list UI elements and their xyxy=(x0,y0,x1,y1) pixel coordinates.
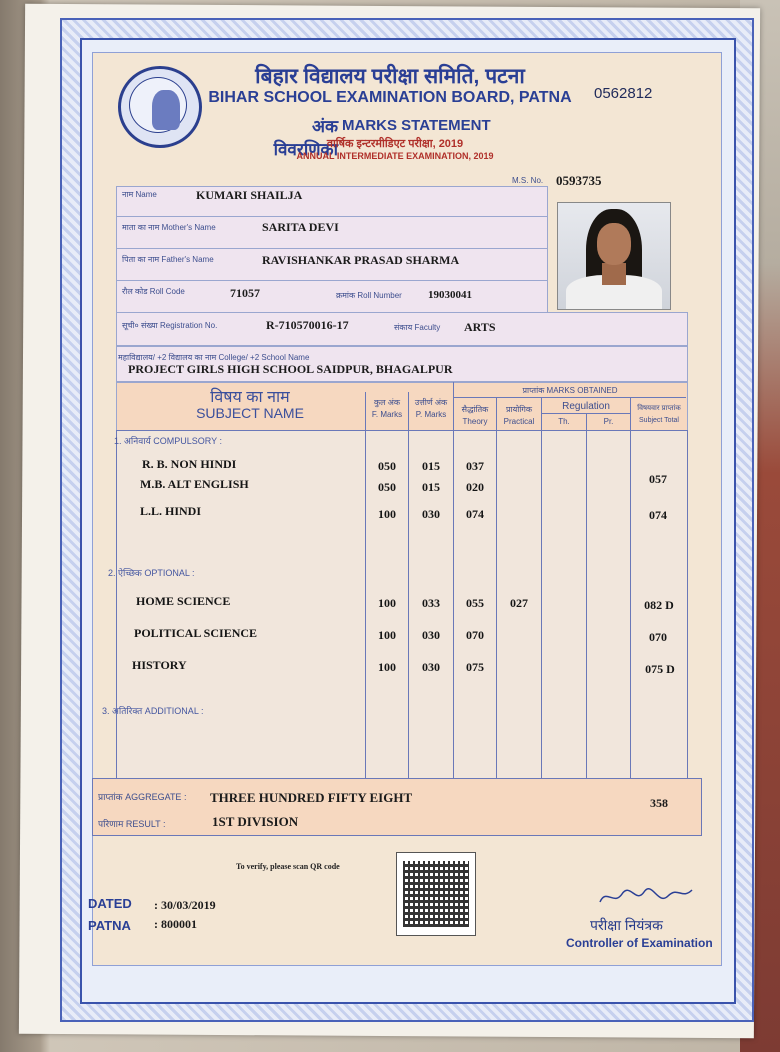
full-marks: 100 xyxy=(378,596,396,610)
full-marks: 100 xyxy=(378,507,396,521)
theory-marks: 020 xyxy=(466,480,484,494)
subject-total: 057 xyxy=(649,472,667,486)
ms-number: 0593735 xyxy=(556,173,602,188)
board-seal-logo xyxy=(118,66,202,148)
college-label: महाविद्यालय/ +2 विद्यालय का नाम College/ +2 School Name xyxy=(118,353,310,362)
optional-section-label: 2. ऐच्छिक OPTIONAL : xyxy=(108,568,195,578)
practical-marks: 027 xyxy=(510,596,528,610)
father-label: पिता का नाम Father's Name xyxy=(122,255,214,264)
full-marks: 100 xyxy=(378,660,396,674)
subject-header-english: SUBJECT NAME xyxy=(196,405,304,421)
fmarks-header-hindi: कुल अंक xyxy=(373,398,401,407)
father-name: RAVISHANKAR PRASAD SHARMA xyxy=(262,253,460,267)
board-name-hindi: बिहार विद्यालय परीक्षा समिति, पटना xyxy=(255,65,525,88)
marks-obtained-header: प्राप्तांक MARKS OBTAINED xyxy=(522,386,618,395)
regulation-header: Regulation xyxy=(562,401,610,412)
theory-marks: 070 xyxy=(466,628,484,642)
roll-code-label: रौल कोड Roll Code xyxy=(122,287,185,296)
theory-marks: 075 xyxy=(466,660,484,674)
regulation-th-header: Th. xyxy=(558,417,570,426)
exam-title-english: ANNUAL INTERMEDIATE EXAMINATION, 2019 xyxy=(296,151,494,161)
subject-total: 070 xyxy=(649,630,667,644)
theory-marks: 037 xyxy=(466,459,484,473)
aggregate-label: प्राप्तांक AGGREGATE : xyxy=(98,792,187,802)
issue-date: : 30/03/2019 xyxy=(154,898,216,912)
practical-header: Practical xyxy=(503,417,535,426)
student-photo xyxy=(557,202,671,310)
subject-header-hindi: विषय का नाम xyxy=(210,389,290,406)
theory-header: Theory xyxy=(462,417,488,426)
result-block xyxy=(92,778,702,836)
full-marks: 100 xyxy=(378,628,396,642)
statement-title-hindi: अंक विवरणिका xyxy=(273,117,338,159)
column-divider xyxy=(365,392,366,778)
fmarks-header: F. Marks xyxy=(371,410,403,419)
roll-number: 19030041 xyxy=(428,289,472,301)
pass-marks: 033 xyxy=(422,596,440,610)
mother-label: माता का नाम Mother's Name xyxy=(122,223,216,232)
patna-label: PATNA xyxy=(88,918,131,933)
exam-title-hindi: वार्षिक इन्टरमीडिएट परीक्षा, 2019 xyxy=(326,138,464,150)
subject-name: L.L. HINDI xyxy=(140,504,202,518)
statement-title-english: MARKS STATEMENT xyxy=(342,117,491,134)
controller-title-hindi: परीक्षा नियंत्रक xyxy=(590,917,663,933)
result-division: 1ST DIVISION xyxy=(212,814,299,829)
subject-total-header-hindi: विषयवार प्राप्तांक xyxy=(637,405,681,412)
column-divider xyxy=(496,398,497,778)
pass-marks: 030 xyxy=(422,660,440,674)
pass-marks: 030 xyxy=(422,507,440,521)
theory-marks: 074 xyxy=(466,507,484,521)
faculty-label: संकाय Faculty xyxy=(394,323,441,332)
column-divider xyxy=(630,398,631,778)
verify-note: To verify, please scan QR code xyxy=(236,862,340,871)
student-name: KUMARI SHAILJA xyxy=(196,188,303,202)
aggregate-in-words: THREE HUNDRED FIFTY EIGHT xyxy=(210,790,413,805)
pmarks-header-hindi: उत्तीर्ण अंक xyxy=(414,398,448,407)
board-name-english: BIHAR SCHOOL EXAMINATION BOARD, PATNA xyxy=(208,89,572,106)
additional-section-label: 3. अतिरिक्त ADDITIONAL : xyxy=(102,706,204,716)
pin-code: : 800001 xyxy=(154,917,197,931)
name-label: नाम Name xyxy=(122,190,157,199)
serial-number: 0562812 xyxy=(594,85,653,102)
subject-total: 082 D xyxy=(644,598,674,612)
column-divider xyxy=(586,414,587,778)
subject-name: HISTORY xyxy=(132,658,187,672)
column-divider xyxy=(541,398,542,778)
aggregate-total: 358 xyxy=(650,796,668,810)
subject-name: POLITICAL SCIENCE xyxy=(134,626,258,640)
subject-total-header: Subject Total xyxy=(639,417,679,424)
result-label: परिणाम RESULT : xyxy=(98,819,166,829)
practical-header-hindi: प्रायोगिक xyxy=(505,405,533,414)
faculty: ARTS xyxy=(464,320,496,334)
compulsory-section-label: 1. अनिवार्य COMPULSORY : xyxy=(114,436,222,446)
registration-number: R-710570016-17 xyxy=(266,318,349,332)
pass-marks: 030 xyxy=(422,628,440,642)
subject-total: 074 xyxy=(649,508,667,522)
regulation-pr-header: Pr. xyxy=(603,417,614,426)
row-divider xyxy=(541,413,630,414)
subject-name: M.B. ALT ENGLISH xyxy=(140,477,249,491)
mother-name: SARITA DEVI xyxy=(262,220,339,234)
subject-total: 075 D xyxy=(645,662,675,676)
theory-header-hindi: सैद्धांतिक xyxy=(461,405,489,414)
name-row xyxy=(116,186,548,218)
full-marks: 050 xyxy=(378,480,396,494)
qr-code[interactable] xyxy=(396,852,476,936)
theory-marks: 055 xyxy=(466,596,484,610)
column-divider xyxy=(408,392,409,778)
subject-name: HOME SCIENCE xyxy=(136,594,231,608)
pmarks-header: P. Marks xyxy=(415,410,447,419)
college-name: PROJECT GIRLS HIGH SCHOOL SAIDPUR, BHAGALPUR xyxy=(128,362,453,376)
pass-marks: 015 xyxy=(422,480,440,494)
roll-number-label: क्रमांक Roll Number xyxy=(336,291,402,300)
pass-marks: 015 xyxy=(422,459,440,473)
ms-no-label: M.S. No. xyxy=(512,176,544,185)
registration-label: सूची० संख्या Registration No. xyxy=(122,321,218,330)
column-divider xyxy=(453,382,454,778)
controller-title: Controller of Examination xyxy=(566,936,713,950)
subject-name: R. B. NON HINDI xyxy=(142,457,237,471)
controller-signature xyxy=(596,884,696,910)
full-marks: 050 xyxy=(378,459,396,473)
roll-code: 71057 xyxy=(230,286,260,300)
dated-label: DATED xyxy=(88,896,132,911)
row-divider xyxy=(453,397,686,398)
